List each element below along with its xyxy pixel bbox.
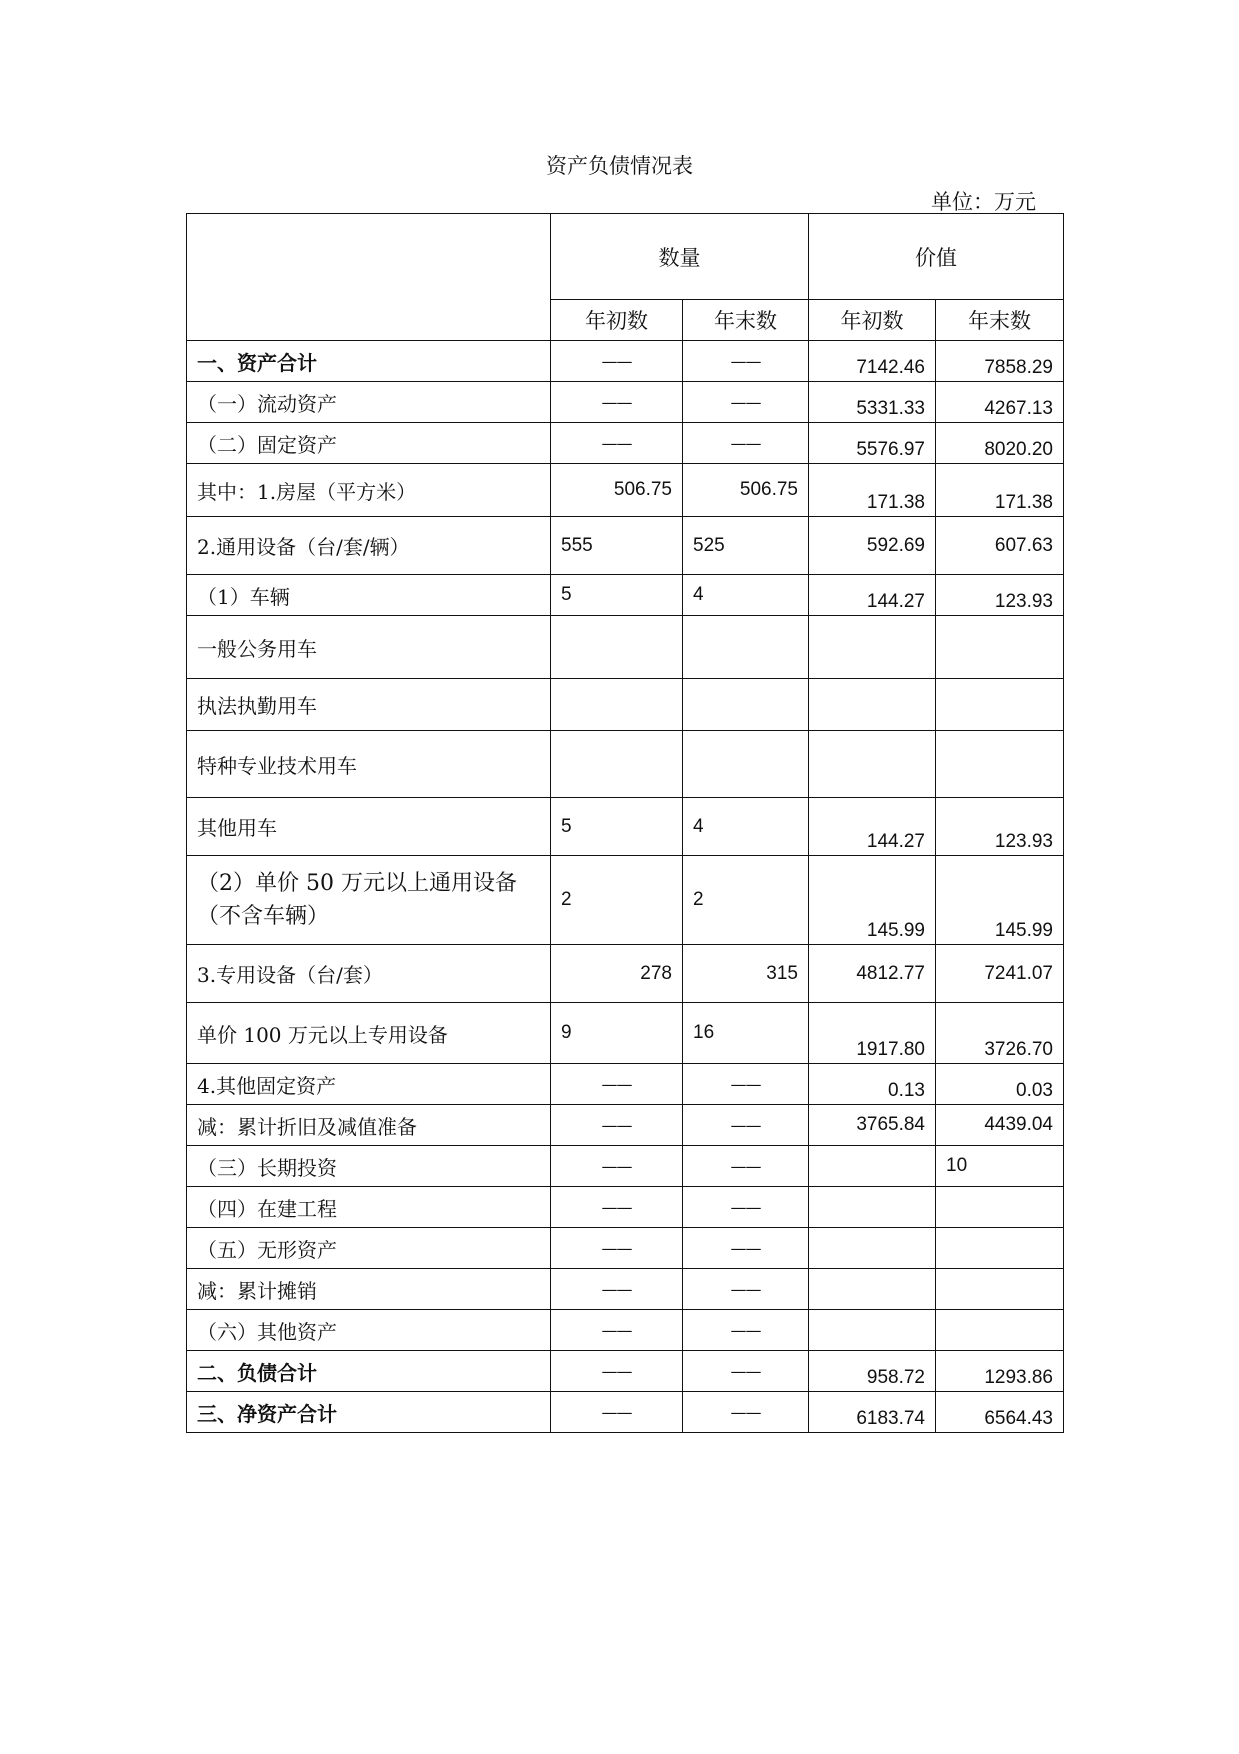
value-end-cell: 0.03: [936, 1064, 1064, 1105]
header-row-top: [187, 214, 1064, 300]
qty-start-cell: 5: [551, 798, 683, 856]
value-end-cell: [936, 679, 1064, 731]
value-end-cell: 171.38: [936, 464, 1064, 517]
value-start-cell: 7142.46: [809, 341, 936, 382]
qty-end-cell: ——: [683, 1187, 809, 1228]
table-row: [187, 1105, 1064, 1146]
table-row: [187, 575, 1064, 616]
qty-start-cell: ——: [551, 382, 683, 423]
table-row: [187, 341, 1064, 382]
row-label: 3.专用设备（台/套）: [187, 945, 551, 1003]
header-value-start: 年初数: [809, 300, 936, 341]
value-end-cell: 7241.07: [936, 945, 1064, 1003]
value-end-cell: 4267.13: [936, 382, 1064, 423]
page-title: 资产负债情况表: [546, 154, 693, 178]
row-label: 一般公务用车: [187, 616, 551, 679]
header-quantity-start: 年初数: [551, 300, 683, 341]
row-label: （三）长期投资: [187, 1146, 551, 1187]
qty-start-cell: ——: [551, 1064, 683, 1105]
value-end-cell: [936, 1228, 1064, 1269]
qty-end-cell: ——: [683, 382, 809, 423]
value-start-cell: 5331.33: [809, 382, 936, 423]
row-label: 执法执勤用车: [187, 679, 551, 731]
table-row: [187, 1228, 1064, 1269]
qty-end-cell: 4: [683, 575, 809, 616]
qty-start-cell: 5: [551, 575, 683, 616]
qty-end-cell: ——: [683, 341, 809, 382]
table-row: [187, 616, 1064, 679]
value-end-cell: 6564.43: [936, 1392, 1064, 1433]
qty-end-cell: ——: [683, 1310, 809, 1351]
row-label: （四）在建工程: [187, 1187, 551, 1228]
value-end-cell: 1293.86: [936, 1351, 1064, 1392]
row-label: 其中：1.房屋（平方米）: [187, 464, 551, 517]
qty-start-cell: 9: [551, 1003, 683, 1064]
qty-start-cell: ——: [551, 1187, 683, 1228]
value-start-cell: [809, 679, 936, 731]
qty-end-cell: 506.75: [683, 464, 809, 517]
row-label: （一）流动资产: [187, 382, 551, 423]
qty-start-cell: ——: [551, 1392, 683, 1433]
qty-end-cell: ——: [683, 1392, 809, 1433]
qty-end-cell: ——: [683, 1064, 809, 1105]
value-start-cell: 592.69: [809, 517, 936, 575]
qty-end-cell: 525: [683, 517, 809, 575]
qty-end-cell: 16: [683, 1003, 809, 1064]
qty-end-cell: [683, 616, 809, 679]
table-row: [187, 731, 1064, 798]
qty-start-cell: ——: [551, 1146, 683, 1187]
row-label: 一、资产合计: [187, 341, 551, 382]
qty-end-cell: [683, 679, 809, 731]
table-row: [187, 1187, 1064, 1228]
header-quantity-end: 年末数: [683, 300, 809, 341]
row-label: 二、负债合计: [187, 1351, 551, 1392]
value-end-cell: 4439.04: [936, 1105, 1064, 1146]
value-start-cell: 4812.77: [809, 945, 936, 1003]
row-label: 其他用车: [187, 798, 551, 856]
header-corner-cell: [187, 214, 551, 341]
table-row: [187, 856, 1064, 945]
qty-start-cell: [551, 679, 683, 731]
table-row: [187, 1392, 1064, 1433]
row-label: （二）固定资产: [187, 423, 551, 464]
header-quantity: 数量: [551, 214, 809, 300]
value-start-cell: 958.72: [809, 1351, 936, 1392]
row-label: （2）单价 50 万元以上通用设备（不含车辆）: [187, 856, 551, 945]
row-label: （六）其他资产: [187, 1310, 551, 1351]
unit-label: 单位：万元: [931, 190, 1036, 214]
row-label: 4.其他固定资产: [187, 1064, 551, 1105]
table-row: [187, 1146, 1064, 1187]
qty-end-cell: 315: [683, 945, 809, 1003]
qty-end-cell: [683, 731, 809, 798]
qty-end-cell: 4: [683, 798, 809, 856]
value-end-cell: 3726.70: [936, 1003, 1064, 1064]
value-start-cell: 0.13: [809, 1064, 936, 1105]
qty-start-cell: ——: [551, 1228, 683, 1269]
row-label: 三、净资产合计: [187, 1392, 551, 1433]
qty-end-cell: ——: [683, 1105, 809, 1146]
table-row: [187, 1351, 1064, 1392]
value-end-cell: [936, 616, 1064, 679]
table-row: [187, 1003, 1064, 1064]
value-end-cell: 145.99: [936, 856, 1064, 945]
value-end-cell: 7858.29: [936, 341, 1064, 382]
value-start-cell: 144.27: [809, 798, 936, 856]
table-row: [187, 382, 1064, 423]
value-start-cell: 1917.80: [809, 1003, 936, 1064]
table-row: [187, 464, 1064, 517]
value-end-cell: 123.93: [936, 798, 1064, 856]
table-row: [187, 679, 1064, 731]
value-start-cell: 144.27: [809, 575, 936, 616]
balance-sheet-table: [186, 213, 1064, 1433]
qty-end-cell: ——: [683, 423, 809, 464]
qty-start-cell: [551, 616, 683, 679]
qty-start-cell: ——: [551, 1351, 683, 1392]
table-row: [187, 1269, 1064, 1310]
qty-start-cell: ——: [551, 423, 683, 464]
row-label: 特种专业技术用车: [187, 731, 551, 798]
qty-start-cell: ——: [551, 1310, 683, 1351]
value-start-cell: [809, 731, 936, 798]
row-label: （五）无形资产: [187, 1228, 551, 1269]
value-end-cell: [936, 1310, 1064, 1351]
table-row: [187, 1310, 1064, 1351]
value-start-cell: [809, 616, 936, 679]
value-end-cell: [936, 731, 1064, 798]
qty-end-cell: ——: [683, 1351, 809, 1392]
qty-end-cell: ——: [683, 1228, 809, 1269]
qty-start-cell: ——: [551, 1105, 683, 1146]
header-value: 价值: [809, 214, 1064, 300]
qty-end-cell: ——: [683, 1269, 809, 1310]
qty-start-cell: ——: [551, 1269, 683, 1310]
value-start-cell: 3765.84: [809, 1105, 936, 1146]
row-label: 2.通用设备（台/套/辆）: [187, 517, 551, 575]
value-start-cell: [809, 1310, 936, 1351]
value-end-cell: [936, 1269, 1064, 1310]
value-start-cell: 145.99: [809, 856, 936, 945]
table-row: [187, 945, 1064, 1003]
value-end-cell: 8020.20: [936, 423, 1064, 464]
header-value-end: 年末数: [936, 300, 1064, 341]
value-start-cell: 6183.74: [809, 1392, 936, 1433]
row-label: 减：累计摊销: [187, 1269, 551, 1310]
value-start-cell: 171.38: [809, 464, 936, 517]
table-row: [187, 1064, 1064, 1105]
value-end-cell: 123.93: [936, 575, 1064, 616]
qty-start-cell: ——: [551, 341, 683, 382]
table-row: [187, 517, 1064, 575]
row-label: （1）车辆: [187, 575, 551, 616]
value-start-cell: 5576.97: [809, 423, 936, 464]
qty-end-cell: 2: [683, 856, 809, 945]
value-end-cell: [936, 1187, 1064, 1228]
qty-end-cell: ——: [683, 1146, 809, 1187]
value-start-cell: [809, 1228, 936, 1269]
value-end-cell: 10: [936, 1146, 1064, 1187]
row-label: 减：累计折旧及减值准备: [187, 1105, 551, 1146]
table-row: [187, 423, 1064, 464]
qty-start-cell: 506.75: [551, 464, 683, 517]
value-start-cell: [809, 1269, 936, 1310]
qty-start-cell: [551, 731, 683, 798]
qty-start-cell: 2: [551, 856, 683, 945]
value-start-cell: [809, 1146, 936, 1187]
row-label: 单价 100 万元以上专用设备: [187, 1003, 551, 1064]
value-end-cell: 607.63: [936, 517, 1064, 575]
qty-start-cell: 278: [551, 945, 683, 1003]
value-start-cell: [809, 1187, 936, 1228]
qty-start-cell: 555: [551, 517, 683, 575]
table-row: [187, 798, 1064, 856]
